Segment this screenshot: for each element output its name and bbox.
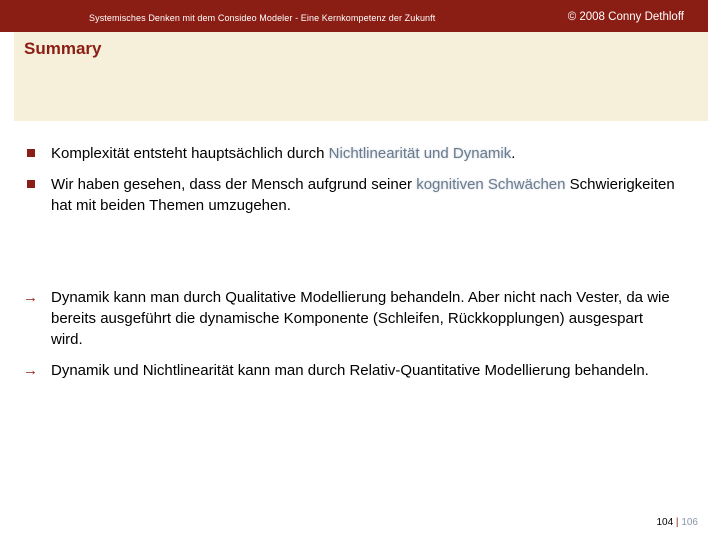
bullet-text-pre: Komplexität entsteht hauptsächlich durch [51, 145, 329, 162]
current-page: 104 [656, 517, 674, 528]
bullet-text-post: . [511, 145, 516, 162]
page-number [656, 517, 698, 528]
highlighted-term: Nichtlinearität und Dynamik [328, 145, 512, 162]
arrow-item-text: Dynamik und Nichtlinearität kann man durch Relativ-Quantitative Modellierung behandeln. [51, 362, 649, 379]
arrow-item-text: Dynamik kann man durch Qualitative Modellierung behandeln. Aber nicht nach Vester, da wie bereits ausgeführt die dynamische Komponente (Schleifen, Rückkopplungen) ausgespart wird. [51, 289, 670, 348]
arrow-item [23, 360, 677, 381]
bullet-text [27, 143, 677, 164]
bullet-item [27, 143, 677, 164]
arrow-item [23, 287, 677, 350]
bullet-text [27, 174, 677, 216]
right-arrow-icon: → [23, 362, 38, 379]
bullet-text-pre: Wir haben gesehen, dass der Mensch aufgrund seiner [51, 176, 417, 193]
header-bar [0, 0, 708, 32]
page-separator: | [675, 517, 679, 528]
right-arrow-icon: → [23, 289, 38, 306]
copyright-text: © 2008 Conny Dethloff [567, 11, 684, 23]
slide-title: Summary [24, 39, 102, 58]
presentation-subtitle: Systemisches Denken mit dem Consideo Modeler - Eine Kernkompetenz der Zukunft [89, 13, 436, 23]
highlighted-term: kognitiven Schwächen [416, 176, 566, 193]
square-bullet-icon [27, 149, 35, 157]
bullet-item [27, 174, 677, 216]
total-pages: 106 [681, 517, 698, 528]
square-bullet-icon [27, 180, 35, 188]
title-panel [14, 32, 708, 121]
bullet-text-post: Schwierigkeiten hat mit beiden Themen umzugehen. [51, 176, 675, 214]
